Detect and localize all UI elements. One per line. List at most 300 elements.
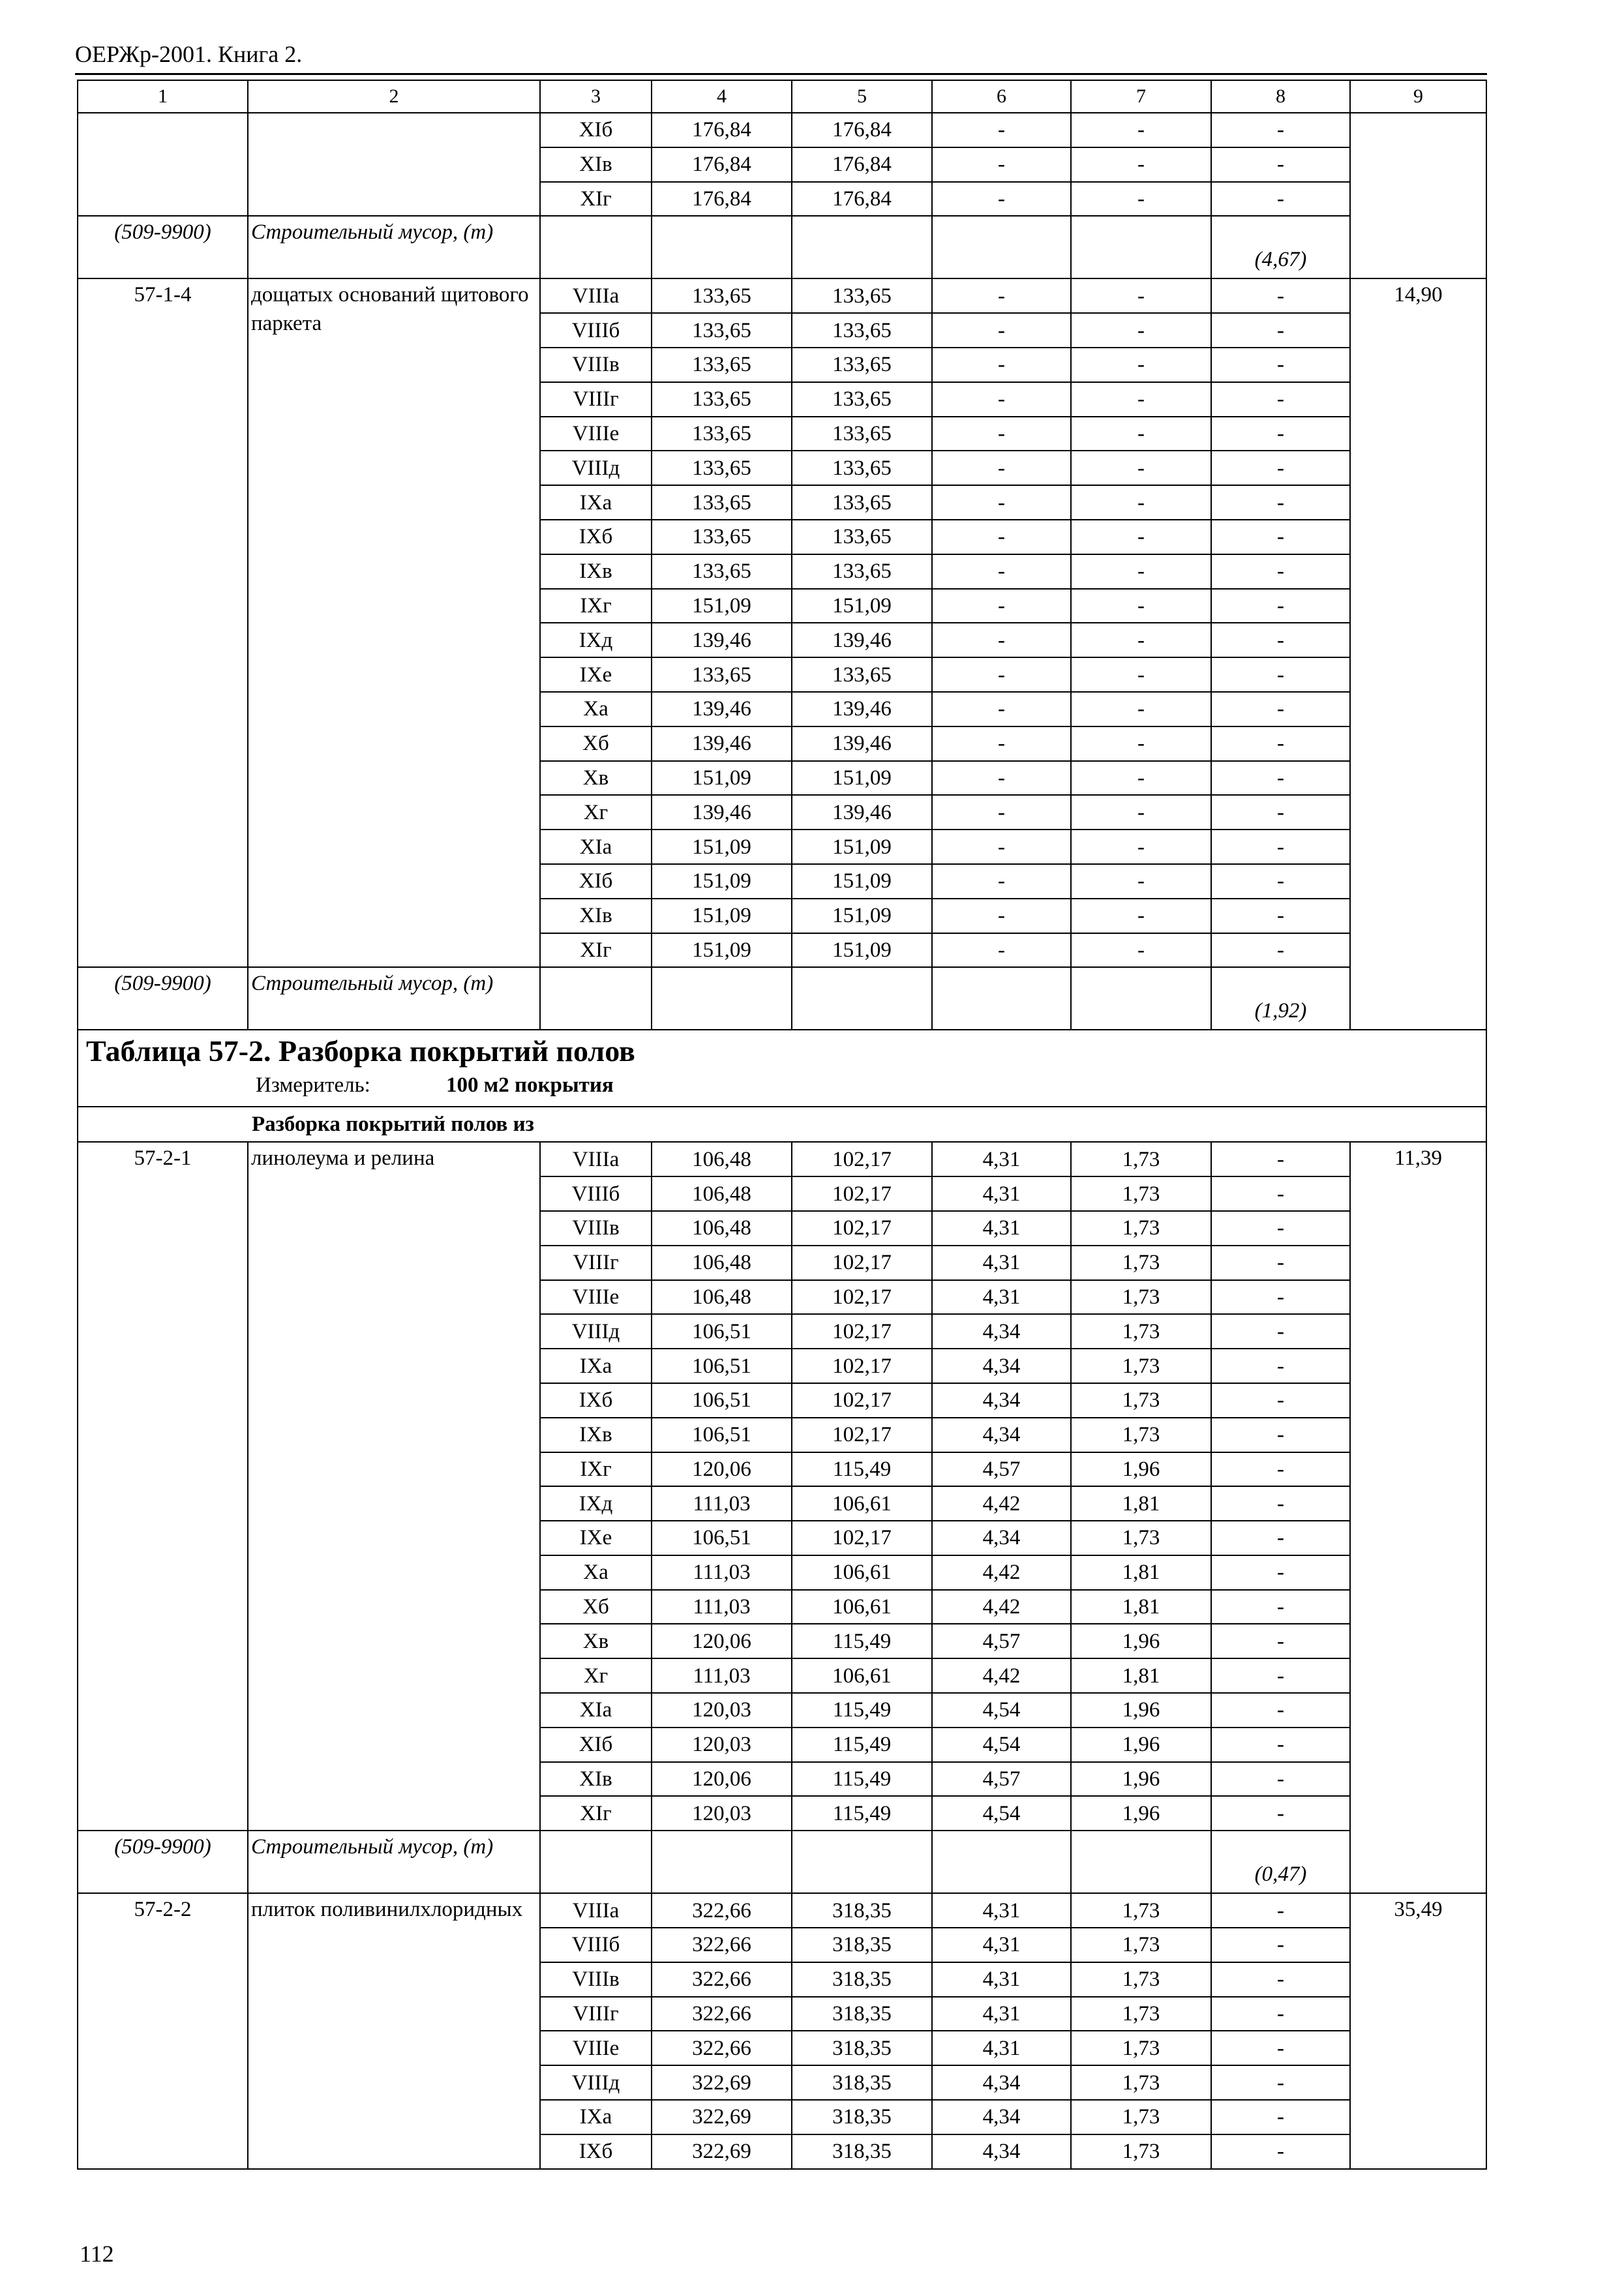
- total-cost-cell: 106,48: [652, 1211, 792, 1246]
- wage-cell: 106,61: [792, 1555, 932, 1590]
- total-cost-cell: 322,66: [652, 1997, 792, 2031]
- work-name-cell: [248, 113, 540, 216]
- total-cost-cell: 322,66: [652, 1962, 792, 1997]
- machine-cost-cell: 4,34: [932, 2134, 1071, 2169]
- driver-wage-cell: -: [1071, 113, 1211, 147]
- wage-cell: 115,49: [792, 1624, 932, 1658]
- wage-cell: 115,49: [792, 1796, 932, 1831]
- zone-cell: XIг: [540, 182, 652, 217]
- wage-cell: 151,09: [792, 864, 932, 899]
- measure-line: [86, 1070, 1478, 1101]
- materials-cell: -: [1211, 830, 1350, 864]
- driver-wage-cell: 1,73: [1071, 1928, 1211, 1962]
- total-cost-cell: 106,51: [652, 1521, 792, 1555]
- zone-cell: IXд: [540, 623, 652, 657]
- rates-table: [77, 80, 1487, 2170]
- wage-cell: 133,65: [792, 485, 932, 520]
- driver-wage-cell: -: [1071, 657, 1211, 692]
- driver-wage-cell: -: [1071, 589, 1211, 623]
- total-cost-cell: 139,46: [652, 623, 792, 657]
- table-subheading: Разборка покрытий полов из: [78, 1107, 1486, 1142]
- materials-cell: -: [1211, 1349, 1350, 1383]
- zone-cell: VIIIа: [540, 1893, 652, 1928]
- driver-wage-cell: -: [1071, 451, 1211, 485]
- total-cost-cell: 151,09: [652, 899, 792, 933]
- driver-wage-cell: 1,73: [1071, 2065, 1211, 2100]
- page-header-title: ОЕРЖр-2001. Книга 2.: [75, 41, 303, 67]
- materials-cell: -: [1211, 2065, 1350, 2100]
- driver-wage-cell: -: [1071, 554, 1211, 589]
- total-cost-cell: 151,09: [652, 933, 792, 968]
- zone-cell: IXг: [540, 1452, 652, 1487]
- machine-cost-cell: -: [932, 692, 1071, 726]
- materials-cell: -: [1211, 451, 1350, 485]
- column-number-1: 1: [78, 80, 248, 113]
- driver-wage-cell: -: [1071, 147, 1211, 182]
- machine-cost-cell: 4,34: [932, 2100, 1071, 2134]
- machine-cost-cell: -: [932, 864, 1071, 899]
- empty-cell: [792, 216, 932, 278]
- materials-cell: -: [1211, 2134, 1350, 2169]
- materials-cell: -: [1211, 1555, 1350, 1590]
- zone-cell: IXг: [540, 589, 652, 623]
- wage-cell: 133,65: [792, 554, 932, 589]
- materials-cell: -: [1211, 1246, 1350, 1280]
- zone-cell: IXа: [540, 1349, 652, 1383]
- zone-cell: Xг: [540, 1658, 652, 1693]
- total-cost-cell: 151,09: [652, 761, 792, 796]
- driver-wage-cell: -: [1071, 726, 1211, 761]
- zone-cell: IXв: [540, 1418, 652, 1452]
- empty-cell: [540, 216, 652, 278]
- materials-cell: -: [1211, 1314, 1350, 1349]
- wage-cell: 106,61: [792, 1658, 932, 1693]
- empty-cell: [652, 216, 792, 278]
- work-name: плиток поливинилхлоридных: [251, 1898, 523, 1922]
- wage-cell: 115,49: [792, 1452, 932, 1487]
- measure-label: Измеритель:: [256, 1073, 370, 1098]
- debris-value: (4,67): [1211, 216, 1350, 278]
- total-cost-cell: 176,84: [652, 182, 792, 217]
- zone-cell: XIа: [540, 1693, 652, 1728]
- rate-code-cell: [78, 278, 248, 967]
- zone-cell: VIIIд: [540, 451, 652, 485]
- zone-cell: XIа: [540, 830, 652, 864]
- zone-cell: VIIIа: [540, 278, 652, 313]
- driver-wage-cell: 1,96: [1071, 1452, 1211, 1487]
- materials-cell: -: [1211, 692, 1350, 726]
- zone-cell: IXб: [540, 2134, 652, 2169]
- column-number-6: 6: [932, 80, 1071, 113]
- materials-cell: -: [1211, 1997, 1350, 2031]
- total-cost-cell: 120,03: [652, 1693, 792, 1728]
- empty-cell: [932, 216, 1071, 278]
- zone-cell: IXа: [540, 485, 652, 520]
- driver-wage-cell: 1,81: [1071, 1555, 1211, 1590]
- driver-wage-cell: 1,96: [1071, 1796, 1211, 1831]
- machine-cost-cell: 4,31: [932, 1962, 1071, 1997]
- materials-cell: -: [1211, 554, 1350, 589]
- materials-cell: -: [1211, 1176, 1350, 1211]
- wage-cell: 106,61: [792, 1590, 932, 1624]
- machine-cost-cell: -: [932, 657, 1071, 692]
- machine-cost-cell: 4,31: [932, 1997, 1071, 2031]
- empty-cell: [1071, 967, 1211, 1030]
- wage-cell: 133,65: [792, 313, 932, 348]
- materials-cell: -: [1211, 623, 1350, 657]
- driver-wage-cell: 1,73: [1071, 1893, 1211, 1928]
- wage-cell: 133,65: [792, 348, 932, 382]
- debris-row: [78, 967, 1486, 1030]
- driver-wage-cell: 1,73: [1071, 1176, 1211, 1211]
- total-cost-cell: 139,46: [652, 726, 792, 761]
- subheading-row: [78, 1107, 1486, 1142]
- total-cost-cell: 176,84: [652, 113, 792, 147]
- zone-cell: IXб: [540, 1383, 652, 1418]
- column-number-9: 9: [1350, 80, 1486, 113]
- zone-cell: VIIIб: [540, 313, 652, 348]
- machine-cost-cell: -: [932, 485, 1071, 520]
- wage-cell: 102,17: [792, 1383, 932, 1418]
- machine-cost-cell: 4,31: [932, 1211, 1071, 1246]
- materials-cell: -: [1211, 1452, 1350, 1487]
- driver-wage-cell: -: [1071, 485, 1211, 520]
- machine-cost-cell: -: [932, 623, 1071, 657]
- wage-cell: 318,35: [792, 2100, 932, 2134]
- wage-cell: 133,65: [792, 417, 932, 451]
- driver-wage-cell: 1,73: [1071, 1962, 1211, 1997]
- total-cost-cell: 111,03: [652, 1658, 792, 1693]
- machine-cost-cell: -: [932, 451, 1071, 485]
- zone-cell: VIIIв: [540, 1211, 652, 1246]
- driver-wage-cell: -: [1071, 417, 1211, 451]
- driver-wage-cell: -: [1071, 830, 1211, 864]
- total-cost-cell: 151,09: [652, 864, 792, 899]
- machine-cost-cell: 4,42: [932, 1590, 1071, 1624]
- zone-cell: Xг: [540, 795, 652, 830]
- driver-wage-cell: -: [1071, 761, 1211, 796]
- materials-cell: -: [1211, 2031, 1350, 2065]
- zone-cell: VIIIг: [540, 1997, 652, 2031]
- wage-cell: 133,65: [792, 520, 932, 554]
- materials-cell: -: [1211, 348, 1350, 382]
- driver-wage-cell: -: [1071, 795, 1211, 830]
- empty-cell: [652, 967, 792, 1030]
- rate-code: 57-1-4: [134, 283, 192, 307]
- materials-cell: -: [1211, 589, 1350, 623]
- total-cost-cell: 120,03: [652, 1796, 792, 1831]
- empty-cell: [1071, 1831, 1211, 1893]
- zone-cell: VIIIе: [540, 417, 652, 451]
- materials-cell: -: [1211, 1590, 1350, 1624]
- total-cost-cell: 106,51: [652, 1418, 792, 1452]
- machine-cost-cell: -: [932, 417, 1071, 451]
- debris-value: (0,47): [1211, 1831, 1350, 1893]
- driver-wage-cell: 1,73: [1071, 1997, 1211, 2031]
- total-cost-cell: 322,69: [652, 2065, 792, 2100]
- materials-cell: -: [1211, 864, 1350, 899]
- empty-cell: [932, 967, 1071, 1030]
- measure-value: 100 м2 покрытия: [446, 1073, 614, 1098]
- debris-code: (509-9900): [78, 216, 248, 278]
- machine-cost-cell: 4,31: [932, 1176, 1071, 1211]
- machine-cost-cell: -: [932, 348, 1071, 382]
- zone-cell: Xв: [540, 761, 652, 796]
- zone-cell: VIIIе: [540, 2031, 652, 2065]
- zone-cell: Xв: [540, 1624, 652, 1658]
- table-title-row: [78, 1030, 1486, 1107]
- debris-label: Строительный мусор, (т): [248, 967, 540, 1030]
- zone-cell: IXе: [540, 1521, 652, 1555]
- rate-code: 57-2-2: [134, 1898, 192, 1922]
- header-rule: [75, 73, 1487, 75]
- materials-cell: -: [1211, 182, 1350, 217]
- total-cost-cell: 139,46: [652, 692, 792, 726]
- work-name: линолеума и релина: [251, 1146, 435, 1171]
- wage-cell: 151,09: [792, 589, 932, 623]
- column-number-4: 4: [652, 80, 792, 113]
- labor-value: 14,90: [1394, 283, 1443, 307]
- driver-wage-cell: 1,73: [1071, 1418, 1211, 1452]
- machine-cost-cell: 4,54: [932, 1728, 1071, 1762]
- total-cost-cell: 133,65: [652, 382, 792, 417]
- debris-code: (509-9900): [78, 1831, 248, 1893]
- zone-cell: XIв: [540, 899, 652, 933]
- table-row: [78, 113, 1486, 147]
- zone-cell: Xб: [540, 726, 652, 761]
- driver-wage-cell: 1,73: [1071, 1314, 1211, 1349]
- zone-cell: IXа: [540, 2100, 652, 2134]
- machine-cost-cell: -: [932, 830, 1071, 864]
- materials-cell: -: [1211, 1693, 1350, 1728]
- machine-cost-cell: 4,34: [932, 1521, 1071, 1555]
- wage-cell: 176,84: [792, 113, 932, 147]
- debris-code: (509-9900): [78, 967, 248, 1030]
- driver-wage-cell: -: [1071, 899, 1211, 933]
- zone-cell: XIг: [540, 933, 652, 968]
- wage-cell: 133,65: [792, 278, 932, 313]
- zone-cell: IXв: [540, 554, 652, 589]
- wage-cell: 318,35: [792, 1997, 932, 2031]
- work-name-cell: [248, 278, 540, 967]
- total-cost-cell: 133,65: [652, 278, 792, 313]
- page-number: 112: [80, 2241, 114, 2267]
- labor-value: 35,49: [1394, 1898, 1443, 1922]
- zone-cell: VIIIд: [540, 1314, 652, 1349]
- materials-cell: -: [1211, 382, 1350, 417]
- wage-cell: 133,65: [792, 382, 932, 417]
- empty-cell: [792, 967, 932, 1030]
- machine-cost-cell: -: [932, 933, 1071, 968]
- materials-cell: -: [1211, 657, 1350, 692]
- total-cost-cell: 139,46: [652, 795, 792, 830]
- labor-value: 11,39: [1394, 1146, 1443, 1171]
- wage-cell: 102,17: [792, 1176, 932, 1211]
- total-cost-cell: 151,09: [652, 589, 792, 623]
- driver-wage-cell: 1,96: [1071, 1693, 1211, 1728]
- wage-cell: 102,17: [792, 1314, 932, 1349]
- zone-cell: IXд: [540, 1486, 652, 1521]
- empty-cell: [540, 967, 652, 1030]
- wage-cell: 318,35: [792, 2134, 932, 2169]
- machine-cost-cell: 4,57: [932, 1762, 1071, 1797]
- machine-cost-cell: -: [932, 113, 1071, 147]
- total-cost-cell: 322,66: [652, 2031, 792, 2065]
- zone-cell: XIг: [540, 1796, 652, 1831]
- total-cost-cell: 106,51: [652, 1314, 792, 1349]
- total-cost-cell: 106,48: [652, 1176, 792, 1211]
- driver-wage-cell: -: [1071, 382, 1211, 417]
- wage-cell: 151,09: [792, 830, 932, 864]
- table-row: [78, 1142, 1486, 1176]
- work-name-cell: [248, 1893, 540, 2168]
- driver-wage-cell: 1,81: [1071, 1486, 1211, 1521]
- wage-cell: 176,84: [792, 147, 932, 182]
- zone-cell: VIIIе: [540, 1280, 652, 1315]
- total-cost-cell: 106,51: [652, 1383, 792, 1418]
- zone-cell: IXе: [540, 657, 652, 692]
- zone-cell: Xа: [540, 1555, 652, 1590]
- table-title-cell: [78, 1030, 1486, 1107]
- machine-cost-cell: 4,31: [932, 1928, 1071, 1962]
- wage-cell: 102,17: [792, 1280, 932, 1315]
- wage-cell: 151,09: [792, 899, 932, 933]
- total-cost-cell: 322,66: [652, 1928, 792, 1962]
- zone-cell: XIб: [540, 864, 652, 899]
- debris-value: (1,92): [1211, 967, 1350, 1030]
- total-cost-cell: 111,03: [652, 1590, 792, 1624]
- wage-cell: 151,09: [792, 761, 932, 796]
- driver-wage-cell: 1,73: [1071, 1521, 1211, 1555]
- column-number-7: 7: [1071, 80, 1211, 113]
- wage-cell: 102,17: [792, 1349, 932, 1383]
- empty-cell: [792, 1831, 932, 1893]
- machine-cost-cell: 4,34: [932, 1349, 1071, 1383]
- total-cost-cell: 133,65: [652, 554, 792, 589]
- labor-cell: [1350, 1142, 1486, 1893]
- total-cost-cell: 322,69: [652, 2134, 792, 2169]
- table-title: Таблица 57-2. Разборка покрытий полов: [86, 1034, 635, 1068]
- total-cost-cell: 133,65: [652, 520, 792, 554]
- materials-cell: -: [1211, 795, 1350, 830]
- materials-cell: -: [1211, 520, 1350, 554]
- column-number-3: 3: [540, 80, 652, 113]
- empty-cell: [932, 1831, 1071, 1893]
- rate-code-cell: [78, 113, 248, 216]
- driver-wage-cell: 1,73: [1071, 1211, 1211, 1246]
- wage-cell: 318,35: [792, 2031, 932, 2065]
- empty-cell: [652, 1831, 792, 1893]
- machine-cost-cell: 4,31: [932, 1246, 1071, 1280]
- machine-cost-cell: 4,34: [932, 1418, 1071, 1452]
- machine-cost-cell: 4,31: [932, 1142, 1071, 1176]
- total-cost-cell: 106,48: [652, 1280, 792, 1315]
- driver-wage-cell: -: [1071, 348, 1211, 382]
- total-cost-cell: 322,66: [652, 1893, 792, 1928]
- zone-cell: VIIIб: [540, 1176, 652, 1211]
- driver-wage-cell: -: [1071, 933, 1211, 968]
- wage-cell: 139,46: [792, 795, 932, 830]
- zone-cell: VIIIд: [540, 2065, 652, 2100]
- materials-cell: -: [1211, 1418, 1350, 1452]
- total-cost-cell: 120,06: [652, 1762, 792, 1797]
- driver-wage-cell: -: [1071, 313, 1211, 348]
- materials-cell: -: [1211, 1928, 1350, 1962]
- materials-cell: -: [1211, 113, 1350, 147]
- wage-cell: 176,84: [792, 182, 932, 217]
- total-cost-cell: 106,48: [652, 1246, 792, 1280]
- rate-code-cell: [78, 1142, 248, 1831]
- total-cost-cell: 106,51: [652, 1349, 792, 1383]
- debris-row: [78, 1831, 1486, 1893]
- column-number-5: 5: [792, 80, 932, 113]
- driver-wage-cell: 1,73: [1071, 1349, 1211, 1383]
- zone-cell: XIв: [540, 1762, 652, 1797]
- wage-cell: 106,61: [792, 1486, 932, 1521]
- machine-cost-cell: 4,42: [932, 1555, 1071, 1590]
- zone-cell: Xб: [540, 1590, 652, 1624]
- materials-cell: -: [1211, 761, 1350, 796]
- driver-wage-cell: 1,73: [1071, 1142, 1211, 1176]
- total-cost-cell: 133,65: [652, 313, 792, 348]
- materials-cell: -: [1211, 147, 1350, 182]
- machine-cost-cell: 4,31: [932, 2031, 1071, 2065]
- driver-wage-cell: 1,96: [1071, 1624, 1211, 1658]
- materials-cell: -: [1211, 1962, 1350, 1997]
- machine-cost-cell: 4,34: [932, 2065, 1071, 2100]
- driver-wage-cell: 1,96: [1071, 1762, 1211, 1797]
- zone-cell: XIв: [540, 147, 652, 182]
- wage-cell: 102,17: [792, 1418, 932, 1452]
- total-cost-cell: 133,65: [652, 348, 792, 382]
- zone-cell: VIIIв: [540, 348, 652, 382]
- column-number-2: 2: [248, 80, 540, 113]
- zone-cell: VIIIг: [540, 382, 652, 417]
- table-row: [78, 278, 1486, 313]
- debris-row: [78, 216, 1486, 278]
- total-cost-cell: 133,65: [652, 485, 792, 520]
- driver-wage-cell: 1,73: [1071, 2031, 1211, 2065]
- materials-cell: -: [1211, 1796, 1350, 1831]
- total-cost-cell: 120,03: [652, 1728, 792, 1762]
- driver-wage-cell: -: [1071, 520, 1211, 554]
- machine-cost-cell: -: [932, 147, 1071, 182]
- materials-cell: -: [1211, 899, 1350, 933]
- debris-label: Строительный мусор, (т): [248, 216, 540, 278]
- machine-cost-cell: -: [932, 589, 1071, 623]
- materials-cell: -: [1211, 278, 1350, 313]
- materials-cell: -: [1211, 1383, 1350, 1418]
- column-number-8: 8: [1211, 80, 1350, 113]
- machine-cost-cell: -: [932, 899, 1071, 933]
- machine-cost-cell: -: [932, 554, 1071, 589]
- zone-cell: VIIIг: [540, 1246, 652, 1280]
- wage-cell: 139,46: [792, 726, 932, 761]
- zone-cell: VIIIв: [540, 1962, 652, 1997]
- driver-wage-cell: -: [1071, 623, 1211, 657]
- wage-cell: 102,17: [792, 1246, 932, 1280]
- driver-wage-cell: 1,73: [1071, 1383, 1211, 1418]
- materials-cell: -: [1211, 417, 1350, 451]
- machine-cost-cell: -: [932, 313, 1071, 348]
- materials-cell: -: [1211, 1728, 1350, 1762]
- materials-cell: -: [1211, 1142, 1350, 1176]
- zone-cell: VIIIа: [540, 1142, 652, 1176]
- materials-cell: -: [1211, 2100, 1350, 2134]
- zone-cell: XIб: [540, 1728, 652, 1762]
- rate-code: 57-2-1: [134, 1146, 192, 1171]
- total-cost-cell: 133,65: [652, 417, 792, 451]
